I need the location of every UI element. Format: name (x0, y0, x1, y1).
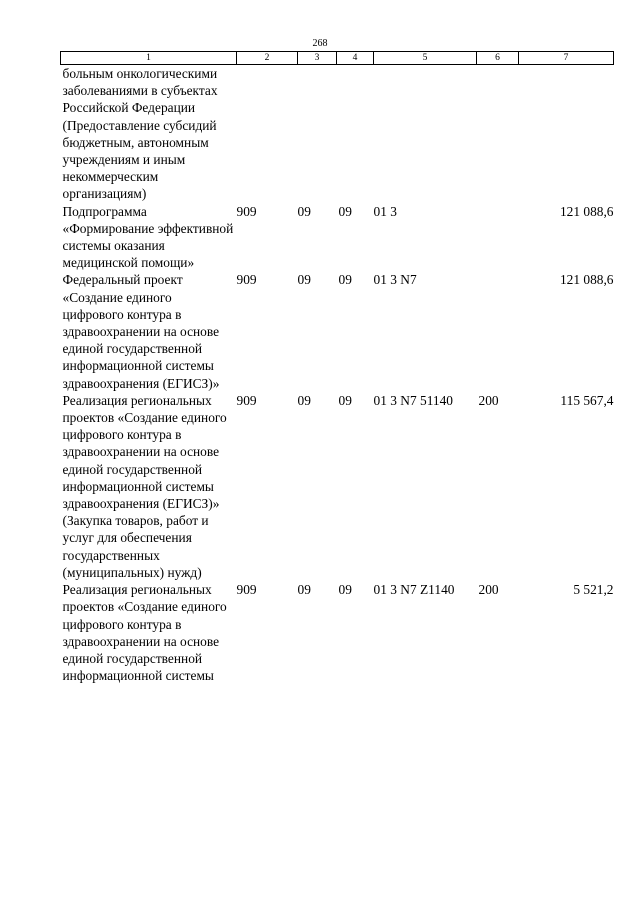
column-number-7: 7 (519, 52, 614, 65)
ministry-code: 909 (236, 203, 257, 219)
table-body (61, 65, 614, 685)
ministry-code (237, 65, 298, 203)
subsection-code (337, 65, 374, 203)
subsection-code: 09 (338, 272, 352, 288)
amount: 5 521,2 (573, 582, 614, 598)
expense-type-code: 200 (478, 392, 499, 408)
column-number-2: 2 (237, 52, 298, 65)
ministry-code: 909 (236, 392, 257, 408)
table-row (61, 65, 614, 203)
row-name: больным онкологическими заболеваниями в субъектах Российской Федерации (Предоставление субсидий бюджетным, автономным учреждениям и иным некоммерческим организациям) (62, 66, 218, 202)
subsection-code: 09 (338, 392, 352, 408)
table-header (61, 52, 614, 65)
section-code: 09 (297, 392, 311, 408)
page-number: 268 (312, 38, 328, 49)
ministry-code: 909 (236, 272, 257, 288)
expense-type-code (477, 65, 519, 203)
column-number-1: 1 (61, 52, 237, 65)
section-code: 09 (297, 203, 311, 219)
target-code (374, 65, 477, 203)
target-code: 01 3 N7 51140 (373, 392, 453, 408)
subsection-code: 09 (338, 582, 352, 598)
subsection-code: 09 (338, 203, 352, 219)
expense-type-code (477, 203, 519, 272)
target-code: 01 3 (373, 203, 397, 219)
table-row (61, 581, 614, 684)
amount: 121 088,6 (559, 203, 614, 219)
table-row (61, 271, 614, 391)
budget-table (60, 51, 614, 684)
table-row (61, 392, 614, 581)
row-name: Реализация региональных проектов «Создание единого цифрового контура в здравоохранении на основе единой государственной информационной системы здравоохранения (ЕГИСЗ)» (Закупка товаров, работ и услуг для обеспечения государственных (муниципальных) нужд) (62, 392, 227, 580)
row-name: Федеральный проект «Создание единого цифрового контура в здравоохранении на основе единой государственной информационной системы здравоохранения (ЕГИСЗ)» (62, 272, 220, 391)
target-code: 01 3 N7 (373, 272, 417, 288)
amount: 121 088,6 (559, 272, 614, 288)
column-number-5: 5 (374, 52, 477, 65)
section-code: 09 (297, 582, 311, 598)
row-name: Подпрограмма «Формирование эффективной системы оказания медицинской помощи» (62, 203, 234, 271)
amount (519, 65, 614, 203)
column-number-4: 4 (337, 52, 374, 65)
target-code: 01 3 N7 Z1140 (373, 582, 455, 598)
row-name: Реализация региональных проектов «Создание единого цифрового контура в здравоохранении на основе единой государственной информационной системы (62, 582, 227, 684)
expense-type-code (477, 271, 519, 391)
ministry-code: 909 (236, 582, 257, 598)
amount: 115 567,4 (560, 392, 614, 408)
expense-type-code: 200 (478, 582, 499, 598)
section-code: 09 (297, 272, 311, 288)
header-row (61, 52, 614, 65)
column-number-3: 3 (298, 52, 337, 65)
column-number-6: 6 (477, 52, 519, 65)
section-code (298, 65, 337, 203)
table-row (61, 203, 614, 272)
